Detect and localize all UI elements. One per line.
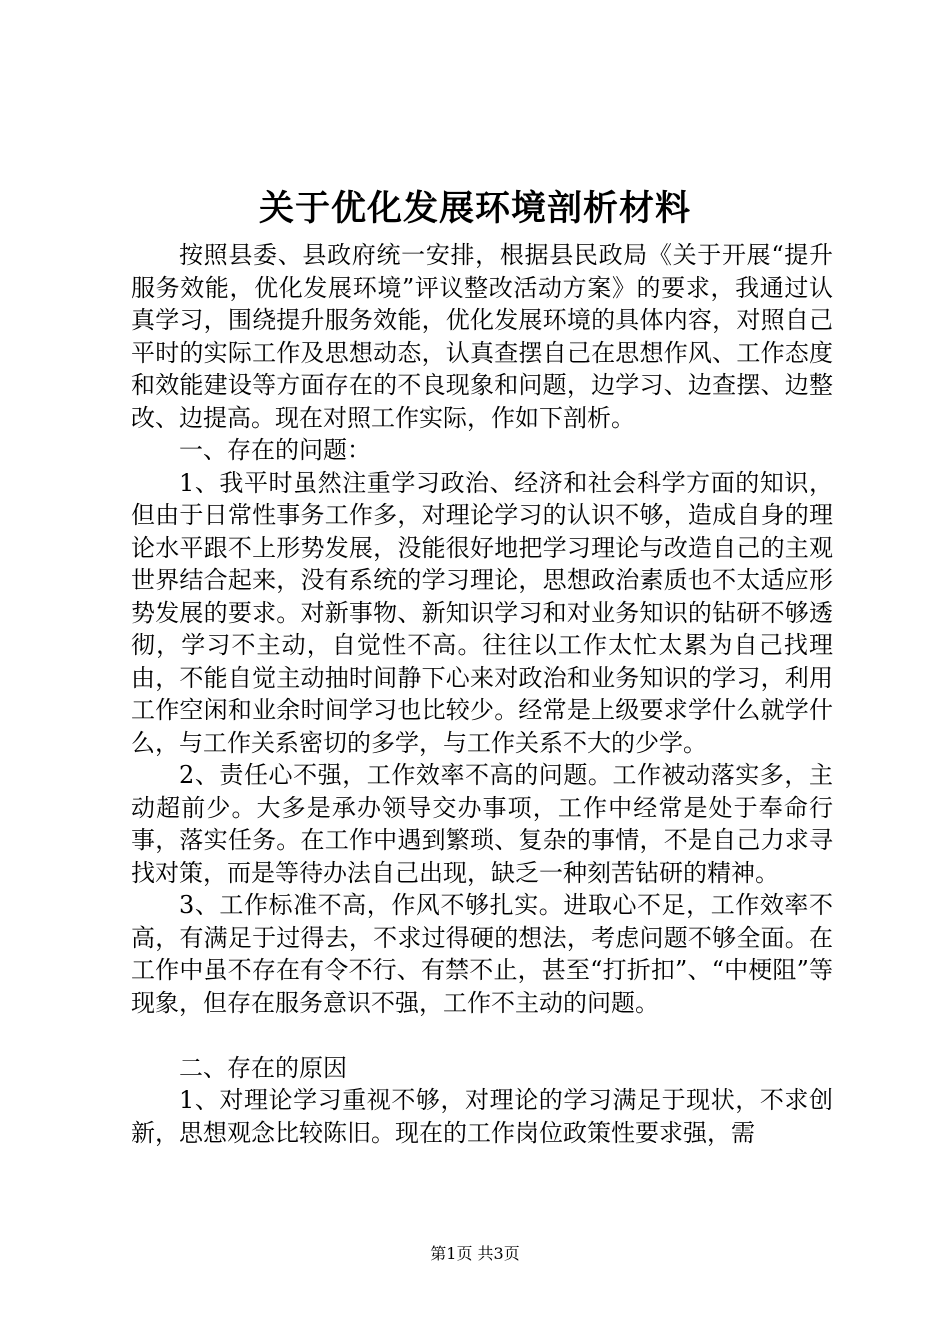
document-body: [131, 239, 833, 1149]
problem-paragraph-3: 3、工作标准不高，作风不够扎实。进取心不足，工作效率不高，有满足于过得去，不求过得硬的想法，考虑问题不够全面。在工作中虽不存在有令不行、有禁不止，甚至“打折扣”、“中梗阻”等现象，但存在服务意识不强，工作不主动的问题。: [131, 891, 833, 1017]
section-heading-causes: 二、存在的原因: [179, 1053, 347, 1082]
problem-paragraph-1: 1、我平时虽然注重学习政治、经济和社会科学方面的知识，但由于日常性事务工作多，对理论学习的认识不够，造成自身的理论水平跟不上形势发展，没能很好地把学习理论与改造自己的主观世界结合起来，没有系统的学习理论，思想政治素质也不太适应形势发展的要求。对新事物、新知识学习和对业务知识的钻研不够透彻，学习不主动，自觉性不高。往往以工作太忙太累为自己找理由，不能自觉主动抽时间静下心来对政治和业务知识的学习，利用工作空闲和业余时间学习也比较少。经常是上级要求学什么就学什么，与工作关系密切的多学，与工作关系不大的少学。: [131, 468, 833, 757]
problem-paragraph-2: 2、责任心不强，工作效率不高的问题。工作被动落实多，主动超前少。大多是承办领导交办事项，工作中经常是处于奉命行事，落实任务。在工作中遇到繁琐、复杂的事情，不是自己力求寻找对策，而是等待办法自己出现，缺乏一种刻苦钻研的精神。: [131, 761, 833, 887]
document-title: 关于优化发展环境剖析材料: [258, 188, 691, 229]
cause-paragraph-1: 1、对理论学习重视不够，对理论的学习满足于现状，不求创新，思想观念比较陈旧。现在的工作岗位政策性要求强，需: [131, 1086, 833, 1147]
intro-paragraph: 按照县委、县政府统一安排，根据县民政局《关于开展“提升服务效能，优化发展环境”评议整改活动方案》的要求，我通过认真学习，围绕提升服务效能，优化发展环境的具体内容，对照自己平时的实际工作及思想动态，认真查摆自己在思想作风、工作态度和效能建设等方面存在的不良现象和问题，边学习、边查摆、边整改、边提高。现在对照工作实际，作如下剖析。: [131, 241, 833, 432]
blank-line: [131, 1019, 833, 1052]
page-footer: 第1页 共3页: [430, 1244, 520, 1263]
section-heading-problems: 一、存在的问题：: [179, 436, 371, 464]
